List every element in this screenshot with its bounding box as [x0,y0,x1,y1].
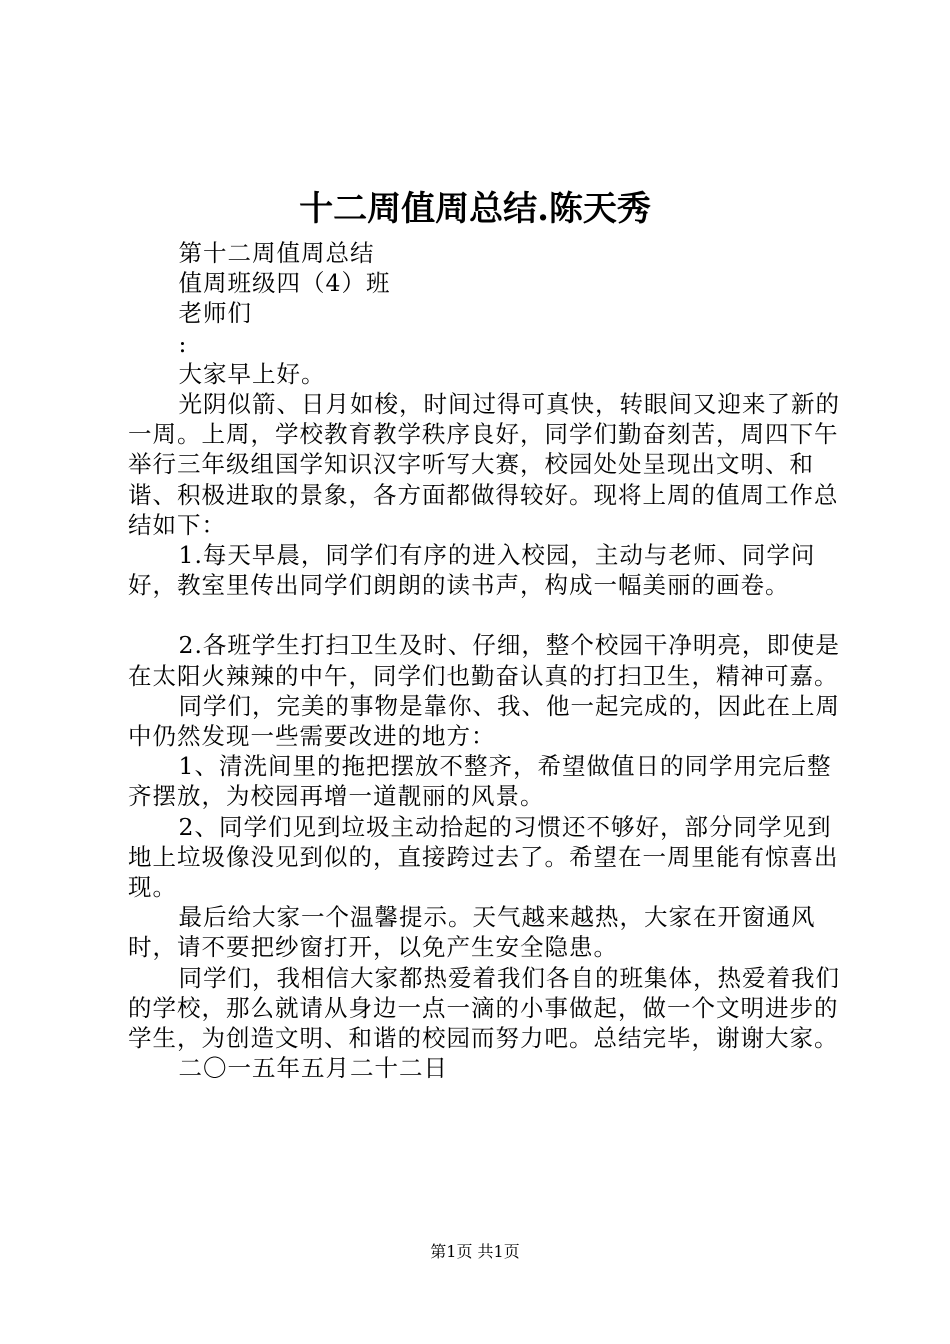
improvement-2-paragraph: 2、同学们见到垃圾主动拾起的习惯还不够好，部分同学见到地上垃圾像没见到似的，直接跨过去了。希望在一周里能有惊喜出现。 [128,812,839,902]
salutation-colon: : [178,329,188,358]
document-title: 十二周值周总结.陈天秀 [299,189,651,229]
improvement-1-paragraph: 1、清洗间里的拖把摆放不整齐，希望做值日的同学用完后整齐摆放，为校园再增一道靓丽的风景。 [128,752,832,811]
document-body [128,238,848,1083]
point-1-paragraph: 1.每天早晨，同学们有序的进入校园，主动与老师、同学问好，教室里传出同学们朗朗的读书声，构成一幅美丽的画卷。 [128,541,816,600]
improvement-intro-paragraph: 同学们，完美的事物是靠你、我、他一起完成的，因此在上周中仍然发现一些需要改进的地方： [128,691,841,751]
intro-paragraph: 光阴似箭、日月如梭，时间过得可真快，转眼间又迎来了新的一周。上周，学校教育教学秩序良好，同学们勤奋刻苦，周四下午举行三年级组国学知识汉字听写大赛，校园处处呈现出文明、和谐、积极进取的景象，各方面都做得较好。现将上周的值周工作总结如下： [128,390,841,539]
duty-class-line: 值周班级四（4）班 [178,269,391,298]
point-2-paragraph: 2.各班学生打扫卫生及时、仔细，整个校园干净明亮，即使是在太阳火辣辣的中午，同学们也勤奋认真的打扫卫生，精神可嘉。 [128,631,840,690]
reminder-paragraph: 最后给大家一个温馨提示。天气越来越热，大家在开窗通风时，请不要把纱窗打开，以免产生安全隐患。 [128,903,816,962]
date-line: 二〇一五年五月二十二日 [178,1054,449,1083]
heading-week-summary: 第十二周值周总结 [178,239,375,267]
page-indicator: 第1页 共1页 [430,1242,520,1261]
closing-paragraph: 同学们，我相信大家都热爱着我们各自的班集体，热爱着我们的学校，那么就请从身边一点一滴的小事做起，做一个文明进步的学生，为创造文明、和谐的校园而努力吧。总结完毕，谢谢大家。 [128,963,841,1053]
salutation-teachers: 老师们 [178,299,253,328]
greeting-line: 大家早上好。 [178,359,326,388]
